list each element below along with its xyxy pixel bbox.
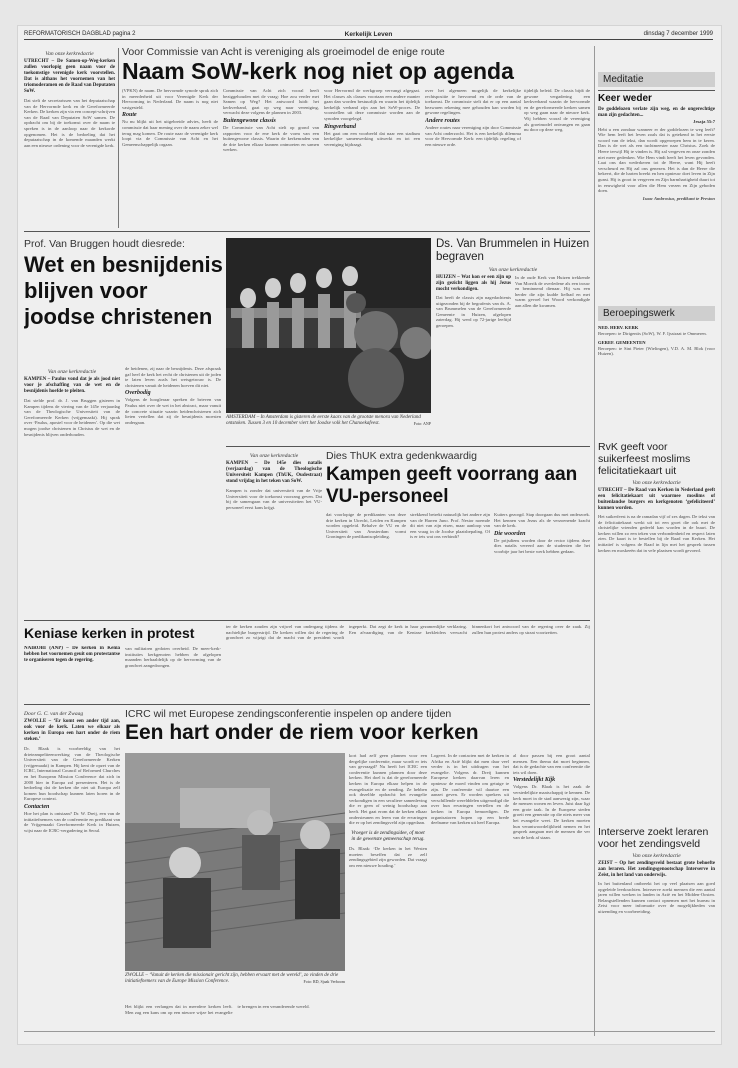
article4-heading [326,450,586,510]
article6-body-3: Het blijkt een verlangen dat in meerdere kerken leeft. Men zag een kans om op een nieuwe wijze het evangelie te brengen in een veranderende wereld. [125,1004,310,1015]
article1-kicker: Voor Commissie van Acht is vereniging als groeimodel de enige route [122,46,445,58]
article4-body-3: strekkend betrekt natuurlijk het andere zijn van de Harren Juno. Prof. Nestor noemde dit niet van zijn eisen, maar aanloop van een vraag in de Joodse plaatsbepaling. Of is er iets wat ons verbindt? [410,512,490,540]
beroeping-text-1: Beroepen: te Dirigentis (SoW), W. F. Ijsstraat te Ommeren. [598,330,707,336]
article6-headline: Een hart onder de riem voor kerken [125,721,479,744]
article1-col6 [524,88,590,226]
article1-body-1: Dat stelt de secretarissen van het deputaatschap van de Hervormde kerk en de Gereformeerde Kerken. De kerken zijn via een concept-schrijven van de Raad van Deputaten SoW samen. De opdracht om bij de toekomst over de naam te spreken is in de aanloop naar de kerkorde opgenomen. Het is de bedoeling dat het deputaatschap in de komende maanden werkt aan een nieuwe ordening voor de verenigde kerk. [24,98,115,148]
rvk-article [598,441,715,691]
article6-col3 [349,753,427,1031]
article1-body-5: De Commissie van Acht stelt op grond van rapporten voor de ene kerk de vorm van een buitengewone classis. Waarin de kerkenraden van de drie kerken elkaar kunnen ontmoeten en samen werken. [223,124,319,153]
beroeping-denom-1: NED. HERV. KERK [598,325,639,330]
meditatie-signature: Isaac Ambrosius, predikant te Preston [642,195,715,201]
article1-lead-column [24,48,115,228]
interserve-body: In het buitenland ontbreekt het op veel plaatsen aan goed opgeleide leerkrachten. Interserve zoekt mensen die een aantal jaren willen werken in landen in Azië en het Midden-Oosten. Belangstellenden kunnen contact opnemen met het bureau in Zeist voor meer informatie over de mogelijkheden van uitzending en voorbereiding. [598,881,715,914]
article3-col2 [515,275,590,329]
article6-col5 [513,753,590,1031]
section-rule-3 [24,620,590,621]
article1-body-6: voor Hervormd de werkgroep vervangt afgegaat. Het classes als classes voortaan een andere manier gaan dan worden bestuurlijk en waarin het tijdelijk kerkelijk verband zijn aan het SoW-proces. De voorstellen uit deze commissie worden aan de synoden voorgelegd. [324,88,420,121]
article5-headline: Keniase kerken in protest [24,625,195,641]
article6-quote: Vroeger is de zendingsidee, of moet in de gewenste gemeenschap terug. [351,829,425,842]
header-left: REFORMATORISCH DAGBLAD pagina 2 [24,31,136,37]
article1-byline: Van onze kerkredactie [45,51,94,57]
article2-subhead: Overbodig [125,390,151,397]
article2-headline: Wet en besnijdenis blijven voor joodse christenen [24,252,223,329]
article4-body-5: De prijsdiens worden door de rector tijdens deze dies natalis vereerd aan de studenten die het voorbije jaar het beste werk hebben gedaan. [494,537,590,554]
article2-kicker: Prof. Van Bruggen houdt diesrede: [24,238,185,250]
rvk-headline: RvK geeft voor suikerfeest moslims felicitatiekaart uit [598,441,691,477]
article4-headline: Kampen geeft voorrang aan VU-personeel [326,464,578,507]
article1-subhead-2: Buitengewone classis [223,117,276,124]
newspaper-page [18,26,721,1044]
article4-body-4: Kuiters gezorgd. Stap doorgaan dus met onderzoek. Het kennen van Jezus als de verzoenende kracht van de kerk. [494,512,590,529]
interserve-byline: Van onze kerkredactie [632,853,681,859]
article6-heading [125,708,590,750]
article1-col3 [223,88,319,226]
article4-col2 [326,512,406,618]
menora-photo-credit: Foto: ANP [413,421,431,426]
article2-byline: Van onze kerkredactie [47,369,97,375]
article4-body-2: dat voorlopige de predikanten van deze drie kerken in Utrecht, Leiden en Kampen worden opgeleid. Behalve de VU en de Universiteit van Amsterdam vormt Groningen de predikantsopleiding. [326,512,406,540]
article2-lead: KAMPEN – Paulus vond dat je als jood niet voor je afschaffing van de wet en de besnijdenis hoefde te pleiten. [24,377,120,394]
article1-headline: Naam SoW-kerk nog niet op agenda [122,58,514,84]
sidebar-divider [594,46,595,1036]
rvk-byline: Van onze kerkredactie [632,480,681,486]
article3-columns [436,275,590,329]
menora-caption [226,415,431,443]
article5-col3 [226,624,590,702]
page-header [24,30,713,40]
article5-col2 [125,646,221,702]
article6-byline: Door G. C. van der Zwaag [24,711,84,717]
article3-body-1: Dat heeft de classis zijn nagedachtenis uitgezonden bij de begrafenis van ds. A. van Brummelen van de Gereformeerde Gemeente in Huizen, afgelopen zaterdag. Hij werd op 72-jarige leeftijd geroepen. [436,295,511,328]
article2-col1 [24,366,120,571]
article5-lead: NAIROBI (ANP) – De kerken in Kenia hebben het voornemen geuit om protestantse te organiseren tegen de regering. [24,646,120,663]
article4-col4 [494,512,590,618]
article2-body-2: de heidenen, zij naar de besnijdenis. Deze afspraak gaf heel de kerk het recht de christenen uit de joden te laten leven zoals het wetsgetrouw is. De christenen vanuit de heidenen hoeven dit niet. [125,366,221,388]
beroeping-denom-2: GEREF. GEMEENTEN [598,340,646,346]
article2-body-1: Dat stelde prof. dr. J. van Bruggen gisteren in Kampen tijdens de viering van de 145e verjaardag van de Theologische Universiteit van de Gereformeerde Kerken (vrijgemaakt). Hij sprak over ‘Paulus, apostel voor de heidenen’. Op die wet mogen joodse christenen in Christus de wet en de besnijdenis blijven onderhouden. [24,398,120,437]
article4-body-1: Kampen is zonder dat universiteit van de Vrije Universiteit voor de toekomst voorrang geven. Dat bij de samengaan van de universiteiten het VU-personeel eerst kans krijgt. [226,488,322,510]
interserve-headline: Interserve zoekt leraren voor het zendingsveld [598,826,709,850]
section-rule-2 [226,446,590,447]
article3-body-2: In de oude Kerk van Huizen trekkende Van Moerik de overledene als een trouw en beminnend dienaar. Hij was een herder die zijn kudde liefhad en met warm gevoel het Woord verkondigde aan allen die kwamen. [515,275,590,308]
article1-heading [122,46,542,84]
article6-body-1: Dr. Blaak is voorbeeldig van het drieteampeliteenwerking van de Theologische Universiteit van de Gereformeerde Kerken (vrijgemaakt) in Kampen. Hij kent de opzet van de ICRC, International Council of Reformed Churches en het European Mission Conference dat zich in 2000 hier in Europa zal presenteren. Het is de bedoeling dat de kerken die niet uit Europa zelf komen hun boodschap kunnen laten horen in de Europese context. [24,746,120,802]
article4-kicker: Dies ThUK extra gedenkwaardig [326,450,477,462]
section-rule-4 [24,704,590,705]
article3-lead: HUIZEN – Wat kon er een zijn op zijn gezicht liggen als hij Jezus mocht verkondigen. [436,275,511,292]
article1-subhead-1: Route [122,112,137,119]
article2-col2 [125,366,221,571]
meditatie-tab: Meditatie [598,72,715,87]
article1-body-9: Andere routes naar vereniging zijn door Commissie van Acht onderzocht. Het is een kerkelijk dilemma voor de Hervormde Kerk: een tijdelijk regeling of een nieuwe orde. [425,124,521,147]
article3-headline: Ds. Van Brummelen in Huizen begraven [436,238,590,263]
section-rule [24,231,590,232]
article6-kicker: ICRC wil met Europese zendingsconferentie inspelen op andere tijden [125,708,452,720]
article3-col1 [436,275,511,329]
article4-lead: KAMPEN – De 145e dies natalis (verjaardag) van de Theologische Universiteit Kampen (ThUK, Oudestraat) stond vrijdag in het teken van SoW. [226,461,322,484]
rvk-lead: UTRECHT – De Raad van Kerken in Nederland geeft een felicitatiekaart uit waarmee moslims of buitenlandse burgers en kerkgenoten ‘gefeliciteerd’ kunnen worden. [598,488,715,511]
article1-body-4: Commissie van Acht zich vooral heeft beziggehouden met de vraag: Hoe zou verder met Samen op Weg? Het antwoord luidt: het kerkverband, gaat op weg naar vereniging, verwacht deze volgens de plannen in 2003. [223,88,319,116]
article6-col1 [24,708,120,1028]
article1-body-3: Nu nu blijkt uit het uitgebreide advies, heeft de commissie dat haar mening over de naam zeker wel terug mag komen. De route naar de verenigde kerk loopt via de Commissie van Acht en het Gemeenschappelijk orgaan. [122,119,218,147]
section-title: Kerkelijk Leven [344,31,393,38]
article6-col-under [125,1004,345,1030]
article6-body-2: Hoe het plan is ontstaan? Dr. W. Dreij, een van de initiatiefnemers van de conferentie en predikant van de Vrijgemaakt Gereformeerde Kerk in Huizen, wijst naar de ICRC-vergadering in Seoul. [24,810,120,833]
article6-lead: ZWOLLE – ‘Er komt een ander tijd aan, ook voor de kerk. Laten we elkaar als kerken in Europa een hart onder de riem steken.’ [24,719,120,742]
article5-heading [24,624,224,646]
article1-subhead-4: Andere routes [425,117,460,124]
article6-body-7: al door passen bij een groot aantal mensen. Een thema dat moet beginnen, dat is de gedachte van een conferentie die iets wil doen. [513,753,590,775]
meditatie-body: Hebt u een zondaar wanneer er der goddelozen te weg leeft? Wie hem leeft het leven zoals dat is getekend in het eerste woord van de tekst, dan wordt opgeroepen hem in te keren. Dan is de wet als een tuchtmeester naar Christus. Zoek de Heere terwijl Hij te vinden is. Hij zal vergeven en onze zonden niet meer gedenken. Wie Hem vindt heeft het leven gevonden. Laat ons dan wederkeren tot de Heere, want Hij heeft verscheurd en Hij zal ons genezen. Het is dan de Heere die bekeert, die de harten breekt en hen opnieuw doet leven in Zijn gunst. Hij is groot in vergeven en Zijn barmhartigheid duurt tot in eeuwigheid voor allen die Hem vrezen en Zijn geboden doen. [598,126,715,194]
article4-col3 [410,512,490,618]
article1-body-8: over het algemeen mogelijk de kerkelijke rechtspositie te hervormd en de orde van de toekomst. De commissie stelt dat er op een aantal bezwaren rekening mee gehouden kan worden bij gewone regelingen. [425,88,521,116]
article6-subhead-1: Contacten [24,803,50,810]
meditatie-ref: Jesaja 55:7 [693,119,715,124]
meditatie-title: Keer weder [598,90,715,105]
article1-body-2: (VPKN) de naam. De hervormde synode sprak zich in meerderheid uit voor Verenigde Kerk der Hervorming in Nederland. De naam is nog niet vastgesteld. [122,88,218,110]
article1-col5 [425,88,521,226]
icrc-caption-text: ZWOLLE – ‘Vanuit de kerken die missionair gericht zijn, hebben ervaart met de wereld’, zo vinden de drie initiatiefnemers van de Europe Mission Conference. [125,973,339,984]
article3-byline: Van onze kerkredactie [488,267,538,273]
rvk-body: Het suikerfeest is na de ramadan vijf of zes dagen. De tekst van de felicitatiekaart werkt uit tot een groet die ook met de christelijke vrienden gedeeld kan worden in de buurt. De kerken willen zo een teken van verbondenheid en respect laten zien. De kaart is te bestellen bij de Raad van Kerken. Het initiatief is volgens de Raad in lijn met het gesprek tussen kerken en moskeeën dat in vele plaatsen wordt gevoerd. [598,514,715,553]
beroeping-text-2: Beroepen: te Sint Pieter (Wielingen), V.D. A. M. Blok (voor Huizen). [598,345,715,357]
menora-photo [226,238,431,413]
article2-body-3: Volgens de hoogleraar spreken de brieven van Paulus niet over de wet in het abstract, maar vanuit de concrete situatie waarin heidenchristenen zich lieten vertellen dat zij de besnijdenis moesten ondergaan. [125,397,221,425]
article1-body-7: Het gaat om een voorbeeld dat naar een stadium kerkelijke samenwerking uitwerkt en tot een vereniging bijdraagt. [324,130,420,147]
article5-col1 [24,646,120,702]
article6-subhead-2: Verstedelijkt Kijk [513,777,556,784]
article4-byline: Van onze kerkredactie [249,453,299,459]
menora-caption-text: AMSTERDAM – In Amsterdam is gisteren de eerste kaars van de grootste menora van Nederland ontstoken. Tussen 3 en 10 december viert het Joodse volk het Chanoekafeest. [226,415,421,426]
interserve-article [598,826,715,1038]
article1-col2 [122,88,218,226]
meditatie-box [598,72,715,297]
article4-col1 [226,450,322,620]
article6-body-5: Ds. Blaak: ‘De kerken in het Westen moeten beseffen dat ze zelf zendingsgebied zijn geworden. Dat vraagt om een nieuwe houding.’ [349,846,427,868]
article5-body: van militairen gedoten overheid. De meer-kerk-instituties kerkgenoten hebben de afgelopen maanden herhaaldelijk op de hervorming van de grondwet aangedrongen. [125,646,221,668]
icrc-caption [125,973,345,1003]
header-date: dinsdag 7 december 1999 [643,31,713,37]
page-footer-marks [24,1028,715,1036]
article6-body-8: Volgens Dr. Blaak is het zaak de verstedelijkte maatschappij te kennen. De kerk moet in de stad aanwezig zijn, waar de mensen wonen en leven. Juist daar ligt een grote taak. In de Europese steden groeit een generatie op die niets meer van het evangelie weet. De kerken moeten hun verantwoordelijkheid nemen en het gesprek aangaan met de mensen die ver van de kerk af staan. [513,784,590,840]
icrc-photo-credit: Foto: RD, Sjaak Verboom [303,979,345,984]
interserve-lead: ZEIST – Op het zendingsveld bestaat grote behoefte aan leraren. Het zendingsgenootschap Interserve in Zeist, in het land van onderwijs. [598,861,715,878]
article1-body-10: tijdelijk beleid. De classis bijdt de gewone vergadering een kerkverband waarin de hervormde en de gereformeerde kerken samen op weg gaan naar de nieuwe kerk. Wij hebben vooral de vereniging als groeimodel ontvangen en gaan nu door op deze weg. [524,88,590,133]
beroepingswerk-tab: Beroepingswerk [598,306,715,321]
article6-body-4: kort had zelf geen plannen voor een dergelijke conferentie, maar wordt er iets van gevraagd? Nu heeft het ICRC een conferentie kunnen plannen door deze kerken. Het doel is dat de gereformeerde kerken in Europa elkaar helpen in de evangelisatie en de zending. Ze hebben ook dezelfde opdracht: het evangelie verkondigen in een seculiere samenleving die er geen of weinig boodschap aan heeft. Het gaat erom dat de kerken elkaar ondersteunen en leren van de ervaringen die er op het zendingsveld zijn opgedaan. [349,753,427,826]
article6-body-6: Logeert. In de contacten met de kerken in Afrika en Azië blijkt dat men daar veel verder is in het uitdragen van het evangelie. Volgens dr. Dreij kunnen Europese kerken daarvan leren en opnieuw de moed vinden om getuige te zijn. De conferentie wil daartoe een aanzet geven. Er worden sprekers uit verschillende werelddelen uitgenodigd die over hun ervaringen vertellen en de kerken in Europa bemoedigen. De organisatoren hopen op een brede deelname van kerken uit heel Europa. [431,753,509,826]
column-divider [118,48,119,228]
icrc-photo-image [125,753,345,971]
article1-subhead-3: Ringverband [324,123,357,130]
article1-lead: UTRECHT – De Samen-op-Weg-kerken zullen voorlopig geen naam voor de toekomstige verenigde kerk voorstellen. Dat is althans het voornemen van het triomoderamen en de Raad van Deputaten SoW. [24,59,115,94]
meditatie-lead: De goddelozen verlate zijn weg, en de ongerechtige man zijn gedachten... [598,107,715,118]
footer-rule [24,1031,715,1032]
article5-body-2: ter de kerken zouden zijn vrijwel van ondergang tijdens de nachtelijke burgerstrijd. De kerken willen dat de regering de grondwet zo wijzigt dat de macht van de president wordt ingeperkt. Dat zegt de kerk in haar gezamenlijke verklaring. Een afvaardiging van de Keniase kerkleiders verwacht binnenkort het antwoord van de regering over de zaak. Zij zullen hun protest anders op straat voortzetten. [226,624,590,641]
icrc-photo [125,753,345,971]
article6-col4 [431,753,509,1031]
article1-col4 [324,88,420,226]
menora-photo-image [226,238,431,413]
article4-subhead: Die woorden [494,530,526,537]
beroepingswerk-box [598,306,715,441]
